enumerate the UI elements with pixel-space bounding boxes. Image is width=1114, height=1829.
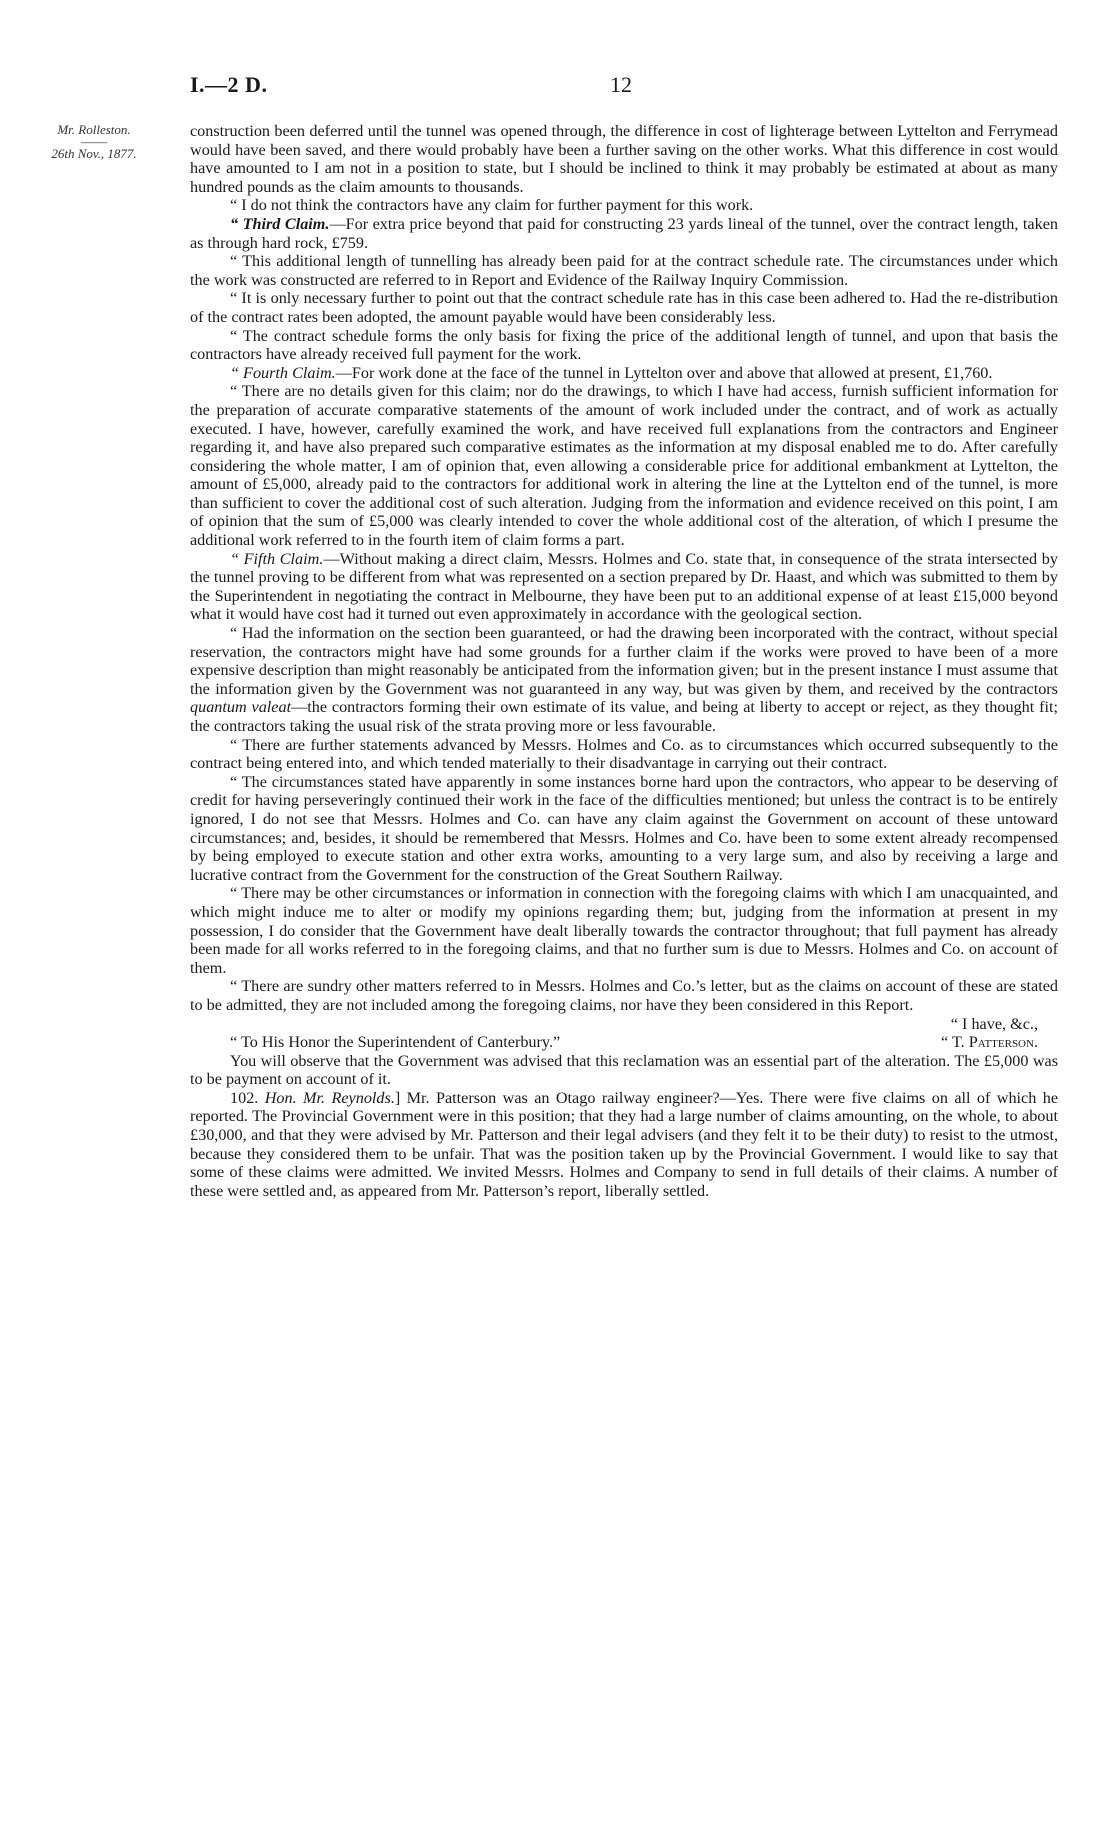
paragraph: “ The circumstances stated have apparently in some instances borne hard upon the contractors, who appear to be deserving of credit for having perseveringly continued their work in the face of the difficulties mentioned; but unless the contract is to be entirely ignored, I do not see that Messrs. Holmes and Co. can have any claim against the Government on account of these untoward circumstances; and, besides, it should be remembered that Messrs. Holmes and Co. have been to some extent already recompensed by being employed to execute station and other extra works, amounting to a very large sum, and also by receiving a large and lucrative contract from the Government for the construction of the Great Southern Railway. xyxy=(190,772,1058,884)
paragraph-text: —For work done at the face of the tunnel in Lyttelton over and above that allowed at present, £1,760. xyxy=(335,363,993,382)
page-header xyxy=(190,72,1058,102)
paragraph-text: “ Had the information on the section been guaranteed, or had the drawing been incorporated with the contract, without special reservation, the contractors might have had some grounds for a further claim if the works were proved to have been of a more expensive description than might reasonably be anticipated from the information given; but in the present instance I must assume that the information given by the Government was not guaranteed in any way, but was given by them, and received by the contractors xyxy=(190,624,1058,698)
speaker-name: Hon. Mr. Reynolds. xyxy=(264,1088,395,1107)
paragraph: “ There are sundry other matters referred to in Messrs. Holmes and Co.’s letter, but as the claims on account of these are stated to be admitted, they are not included among the foregoing claims, nor have they been considered in this Report. xyxy=(190,977,1058,1014)
paragraph-question-102 xyxy=(190,1089,1058,1201)
letter-addressee: “ To His Honor the Superintendent of Canterbury.” xyxy=(230,1033,561,1052)
margin-note xyxy=(8,122,180,162)
margin-date: 26th Nov., 1877. xyxy=(51,146,137,161)
paragraph: “ It is only necessary further to point out that the contract schedule rate has in this case been adhered to. Had the re-distribution of the contract rates been adopted, the amount payable would have been considerably less. xyxy=(190,289,1058,326)
question-number: 102. xyxy=(230,1088,265,1107)
paragraph: “ There are no details given for this claim; nor do the drawings, to which I have had access, furnish sufficient information for the preparation of accurate comparative statements of the amount of work included under the contract, and of work as actually executed. I have, however, carefully examined the work, and have received full explanations from the contractors and Engineer regarding it, and have also prepared such comparative estimates as the information at my disposal enabled me to do. After carefully considering the whole matter, I am of opinion that, even allowing a considerable price for additional embankment at Lyttelton, the amount of £5,000, already paid to the contractors for additional work in altering the line at the Lyttelton end of the tunnel, is more than sufficient to cover the additional cost of such alteration. Judging from the information and evidence received on this point, I am of opinion that the sum of £5,000 was clearly intended to cover the whole additional cost of the alteration, of which I presume the additional work referred to in the fourth item of claim forms a part. xyxy=(190,382,1058,550)
document-reference: I.—2 D. xyxy=(190,72,268,97)
body-text xyxy=(190,122,1058,1200)
paragraph-text: ] Mr. Patterson was an Otago railway engineer?—Yes. There were five claims on all of which he reported. The Provincial Government were in this position; that they had a large number of claims amounting, on the whole, to about £30,000, and that they were advised by Mr. Patterson and their legal advisers (and they felt it to be their duty) to resist to the utmost, because they considered them to be unfair. That was the position taken up by the Provincial Government. I would like to say that some of these claims were admitted. We invited Messrs. Holmes and Company to send in full details of their claims. A number of these were settled and, as appeared from Mr. Patterson’s report, liberally settled. xyxy=(190,1088,1059,1200)
paragraph: “ There may be other circumstances or information in connection with the foregoing claims with which I am unacquainted, and which might induce me to alter or modify my opinions regarding them; but, judging from the information at present in my possession, I do consider that the Government have dealt liberally towards the contractor throughout; that full payment has already been made for all works referred to in the foregoing claims, and that no further sum is due to Messrs. Holmes and Co. on account of them. xyxy=(190,884,1058,977)
paragraph-text: —For extra price beyond that paid for constructing 23 yards lineal of the tunnel, over the contract length, taken as through hard rock, £759. xyxy=(190,214,1058,252)
claim-heading: “ Fourth Claim. xyxy=(230,363,336,382)
page-number: 12 xyxy=(610,72,632,97)
paragraph: construction been deferred until the tunnel was opened through, the difference in cost of lighterage between Lyttelton and Ferrymead would have been saved, and there would probably have been a further saving on the other works. What this difference in cost would have amounted to I am not in a position to state, but I should be inclined to think it may probably be estimated at about as many hundred pounds as the claim amounts to thousands. xyxy=(190,122,1058,196)
latin-phrase: quantum valeat xyxy=(190,698,292,717)
paragraph: You will observe that the Government was advised that this reclamation was an essential part of the alteration. The £5,000 was to be payment on account of it. xyxy=(190,1051,1058,1089)
paragraph xyxy=(190,624,1058,736)
claim-heading: “ Third Claim. xyxy=(230,214,330,233)
letter-closing: “ I have, &c., xyxy=(950,1014,1038,1033)
paragraph-third-claim xyxy=(190,215,1058,252)
paragraph-fifth-claim xyxy=(190,550,1058,624)
paragraph: “ This additional length of tunnelling has already been paid for at the contract schedule rate. The circumstances under which the work was constructed are referred to in Report and Evidence of the Railway Inquiry Commission. xyxy=(190,252,1058,289)
paragraph-fourth-claim xyxy=(190,364,1058,383)
paragraph-text: —Without making a direct claim, Messrs. Holmes and Co. state that, in consequence of the strata intersected by the tunnel proving to be different from what was represented on a section prepared by Dr. Haast, and which was submitted to them by the Superintendent in negotiating the contract in Melbourne, they have been put to an additional expense of at least £15,000 beyond what it would have cost had it turned out even approximately in accordance with the geological section. xyxy=(190,549,1058,624)
paragraph: “ I do not think the contractors have any claim for further payment for this work. xyxy=(230,196,754,215)
paragraph-text: —the contractors forming their own estimate of its value, and being at liberty to accept or reject, as they thought fit; the contractors taking the usual risk of the strata proving more or less favourable. xyxy=(190,698,1059,735)
paragraph: “ There are further statements advanced by Messrs. Holmes and Co. as to circumstances which occurred subsequently to the contract being entered into, and which tended materially to their disadvantage in carrying out their contract. xyxy=(190,735,1058,773)
claim-heading: “ Fifth Claim. xyxy=(230,549,324,568)
margin-dash: —— xyxy=(81,134,107,149)
paragraph: “ The contract schedule forms the only basis for fixing the price of the additional length of tunnel, and upon that basis the contractors have already received full payment for the work. xyxy=(190,326,1058,364)
letter-signoff xyxy=(190,1033,1058,1052)
margin-speaker: Mr. Rolleston. xyxy=(57,122,131,137)
letter-signature: “ T. Patterson. xyxy=(941,1033,1038,1052)
